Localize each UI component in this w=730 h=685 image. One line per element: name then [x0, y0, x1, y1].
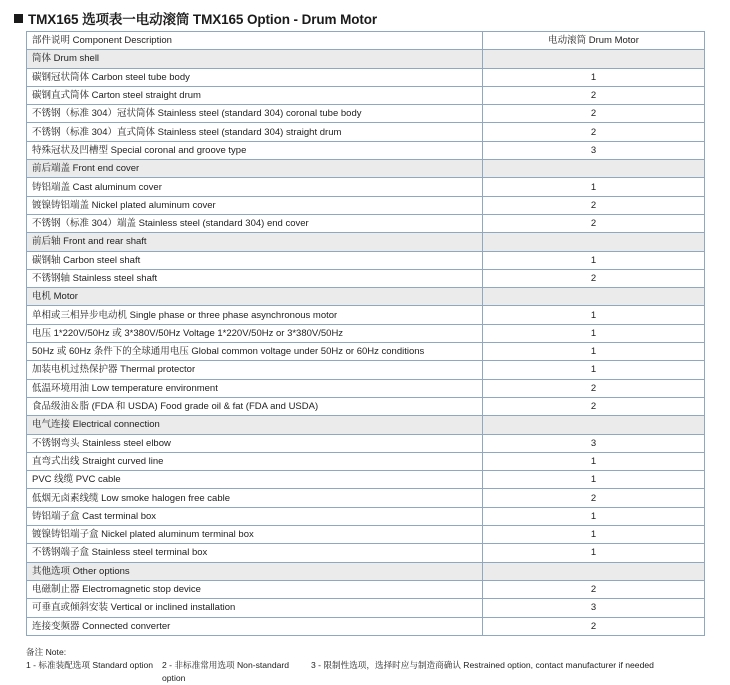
option-value: 3 — [483, 141, 705, 159]
component-description: 镀镍铸铝端子盒 Nickel plated aluminum terminal box — [27, 526, 483, 544]
option-value: 2 — [483, 123, 705, 141]
section-value-cell — [483, 562, 705, 580]
component-description: 不锈钢（标准 304）直式筒体 Stainless steel (standard 304) straight drum — [27, 123, 483, 141]
option-value: 1 — [483, 471, 705, 489]
component-description: 铸铝端盖 Cast aluminum cover — [27, 178, 483, 196]
table-row — [27, 196, 705, 214]
section-value-cell — [483, 416, 705, 434]
table-row — [27, 361, 705, 379]
bullet-square-icon — [14, 14, 23, 23]
table-row — [27, 324, 705, 342]
section-title: 筒体 Drum shell — [27, 50, 483, 68]
option-value: 1 — [483, 178, 705, 196]
component-description: 不锈钢轴 Stainless steel shaft — [27, 269, 483, 287]
component-description: 低温环境用油 Low temperature environment — [27, 379, 483, 397]
section-value-cell — [483, 233, 705, 251]
component-description: 单相或三相异步电动机 Single phase or three phase asynchronous motor — [27, 306, 483, 324]
table-row — [27, 306, 705, 324]
table-body — [27, 50, 705, 636]
component-description: 碳钢直式筒体 Carton steel straight drum — [27, 86, 483, 104]
option-value: 2 — [483, 379, 705, 397]
option-value: 1 — [483, 68, 705, 86]
option-value: 2 — [483, 214, 705, 232]
component-description: 食品级油＆脂 (FDA 和 USDA) Food grade oil & fat (FDA and USDA) — [27, 397, 483, 415]
table-row — [27, 269, 705, 287]
table-row — [27, 544, 705, 562]
note-item: 2 - 非标准常用选项 Non-standard option — [162, 660, 290, 683]
option-value: 2 — [483, 269, 705, 287]
notes-legend — [26, 659, 654, 685]
component-description: PVC 线缆 PVC cable — [27, 471, 483, 489]
table-row — [27, 489, 705, 507]
option-value: 2 — [483, 489, 705, 507]
option-value: 2 — [483, 196, 705, 214]
table-row — [27, 452, 705, 470]
table-row — [27, 434, 705, 452]
component-description: 不锈钢端子盒 Stainless steel terminal box — [27, 544, 483, 562]
note-item: 3 - 限制性选项，选择时应与制造商确认 Restrained option, contact manufacturer if needed — [311, 660, 654, 670]
table-row — [27, 471, 705, 489]
section-row — [27, 562, 705, 580]
table-row — [27, 214, 705, 232]
section-row — [27, 288, 705, 306]
table-row — [27, 251, 705, 269]
table-row — [27, 379, 705, 397]
table-row — [27, 343, 705, 361]
table-row — [27, 397, 705, 415]
section-value-cell — [483, 288, 705, 306]
section-value-cell — [483, 160, 705, 178]
component-description: 可垂直或倾斜安装 Vertical or inclined installation — [27, 599, 483, 617]
component-description: 不锈钢弯头 Stainless steel elbow — [27, 434, 483, 452]
option-value: 1 — [483, 324, 705, 342]
page-title-text: TMX165 选项表一电动滚筒 TMX165 Option - Drum Motor — [28, 12, 378, 27]
table-header-row — [27, 32, 705, 50]
table-row — [27, 507, 705, 525]
note-item: 1 - 标准装配选项 Standard option — [26, 660, 154, 670]
option-value: 1 — [483, 544, 705, 562]
component-description: 特殊冠状及凹槽型 Special coronal and groove type — [27, 141, 483, 159]
table-row — [27, 86, 705, 104]
section-title: 其他选项 Other options — [27, 562, 483, 580]
component-description: 低烟无卤素线缆 Low smoke halogen free cable — [27, 489, 483, 507]
option-value: 2 — [483, 580, 705, 598]
option-value: 1 — [483, 452, 705, 470]
option-value: 1 — [483, 306, 705, 324]
section-title: 前后轴 Front and rear shaft — [27, 233, 483, 251]
option-value: 1 — [483, 343, 705, 361]
table-row — [27, 178, 705, 196]
component-description: 连接变频器 Connected converter — [27, 617, 483, 635]
option-value: 2 — [483, 86, 705, 104]
section-title: 电机 Motor — [27, 288, 483, 306]
header-drum-motor: 电动滚筒 Drum Motor — [483, 32, 705, 50]
option-value: 1 — [483, 251, 705, 269]
component-description: 不锈钢（标准 304）冠状筒体 Stainless steel (standard 304) coronal tube body — [27, 105, 483, 123]
component-description: 不锈钢（标准 304）端盖 Stainless steel (standard 304) end cover — [27, 214, 483, 232]
component-description: 碳钢轴 Carbon steel shaft — [27, 251, 483, 269]
component-description: 铸铝端子盒 Cast terminal box — [27, 507, 483, 525]
table-row — [27, 580, 705, 598]
section-row — [27, 160, 705, 178]
notes — [26, 646, 654, 685]
component-description: 50Hz 或 60Hz 条件下的全球通用电压 Global common voltage under 50Hz or 60Hz conditions — [27, 343, 483, 361]
component-description: 加装电机过热保护器 Thermal protector — [27, 361, 483, 379]
table-row — [27, 526, 705, 544]
component-description: 直弯式出线 Straight curved line — [27, 452, 483, 470]
option-value: 1 — [483, 361, 705, 379]
component-description: 镀镍铸铝端盖 Nickel plated aluminum cover — [27, 196, 483, 214]
option-value: 2 — [483, 617, 705, 635]
option-value: 2 — [483, 105, 705, 123]
option-value: 2 — [483, 397, 705, 415]
table-row — [27, 599, 705, 617]
page-title — [14, 8, 377, 28]
option-value: 3 — [483, 434, 705, 452]
option-value: 1 — [483, 507, 705, 525]
option-value: 1 — [483, 526, 705, 544]
section-row — [27, 416, 705, 434]
option-table — [26, 31, 705, 636]
section-title: 前后端盖 Front end cover — [27, 160, 483, 178]
option-value: 3 — [483, 599, 705, 617]
section-title: 电气连接 Electrical connection — [27, 416, 483, 434]
section-row — [27, 50, 705, 68]
table-row — [27, 68, 705, 86]
notes-heading: 备注 Note: — [26, 647, 67, 657]
component-description: 电磁制止器 Electromagnetic stop device — [27, 580, 483, 598]
table-row — [27, 105, 705, 123]
table-row — [27, 141, 705, 159]
section-row — [27, 233, 705, 251]
component-description: 电压 1*220V/50Hz 或 3*380V/50Hz Voltage 1*220V/50Hz or 3*380V/50Hz — [27, 324, 483, 342]
section-value-cell — [483, 50, 705, 68]
table-row — [27, 123, 705, 141]
table-row — [27, 617, 705, 635]
header-component-description: 部件说明 Component Description — [27, 32, 483, 50]
component-description: 碳钢冠状筒体 Carbon steel tube body — [27, 68, 483, 86]
